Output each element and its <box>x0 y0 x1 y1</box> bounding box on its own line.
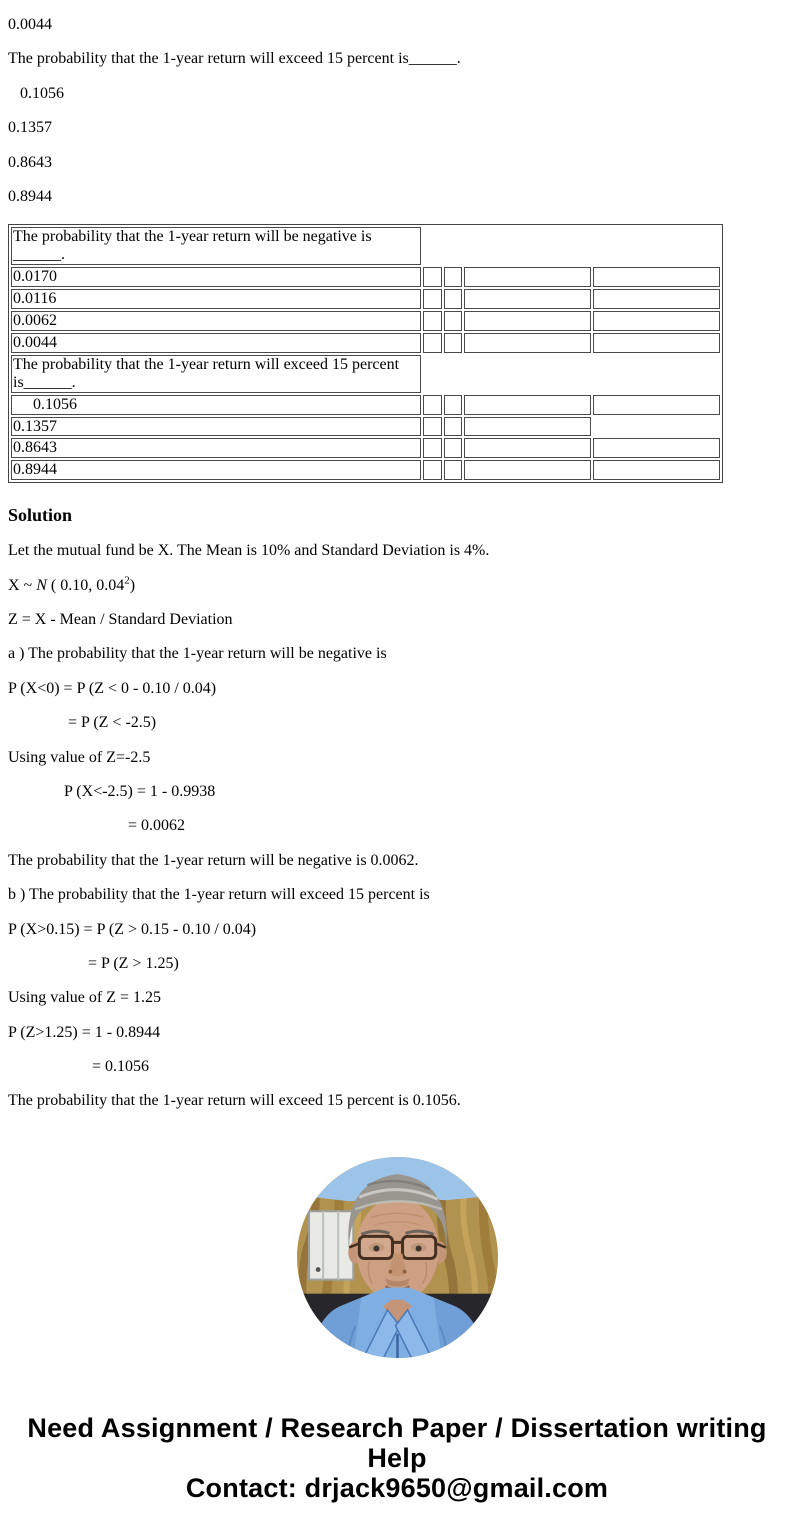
table-blank-small-cell-2 <box>444 333 461 353</box>
question-text: The probability that the 1-year return will exceed 15 percent is______. <box>8 50 461 68</box>
table-blank-wide-cell-1 <box>464 438 592 458</box>
formula-exponent: 2 <box>124 574 130 587</box>
solution-heading: Solution <box>8 505 73 526</box>
answer-option: 0.1056 <box>8 84 64 102</box>
options-table <box>8 224 723 483</box>
table-blank-small-cell-2 <box>444 395 461 415</box>
table-option-value-cell: 0.1357 <box>11 417 421 437</box>
table-option-row <box>11 438 720 458</box>
formula-middle: ( 0.10, 0.04 <box>46 576 125 594</box>
table-blank-small-cell-2 <box>444 289 461 309</box>
banner-help-text: Need Assignment / Research Paper / Dissertation writing Help <box>27 1412 767 1473</box>
top-section <box>8 16 786 206</box>
solution-intro: Let the mutual fund be X. The Mean is 10% and Standard Deviation is 4%. <box>8 542 490 560</box>
contact-banner <box>8 1413 786 1503</box>
table-blank-wide-cell-2 <box>593 311 720 331</box>
table-blank-wide-cell-2 <box>593 438 720 458</box>
solution-step: b ) The probability that the 1-year return will exceed 15 percent is <box>8 886 430 904</box>
solution-step: P (X>0.15) = P (Z > 0.15 - 0.10 / 0.04) <box>8 920 257 938</box>
table-blank-wide-cell-1 <box>464 395 592 415</box>
solution-step: = P (Z > 1.25) <box>8 954 179 972</box>
tutor-photo-wrap <box>8 1157 786 1363</box>
table-blank-small-cell-1 <box>423 460 442 480</box>
formula-suffix: ) <box>129 576 136 594</box>
table-blank-small-cell-1 <box>423 438 442 458</box>
distribution-formula <box>8 574 786 595</box>
solution-step: = 0.0062 <box>8 817 186 835</box>
table-blank-small-cell-2 <box>444 267 461 287</box>
solution-step: = 0.1056 <box>8 1058 150 1076</box>
table-blank-wide-cell-1 <box>464 333 592 353</box>
table-option-value-cell: 0.8643 <box>11 438 421 458</box>
solution-step: The probability that the 1-year return will be negative is 0.0062. <box>8 851 419 869</box>
table-blank-small-cell-2 <box>444 460 461 480</box>
answer-option: 0.1357 <box>8 119 52 137</box>
table-option-row <box>11 417 720 437</box>
answer-option: 0.0044 <box>8 16 52 33</box>
table-question-cell: The probability that the 1-year return will exceed 15 percent is______. <box>11 355 421 393</box>
table-blank-wide-cell-2 <box>593 289 720 309</box>
table-option-value-cell: 0.0116 <box>11 289 421 309</box>
table-blank-small-cell-1 <box>423 395 442 415</box>
solution-step: a ) The probability that the 1-year return will be negative is <box>8 645 387 663</box>
banner-contact-email: Contact: drjack9650@gmail.com <box>185 1472 609 1503</box>
table-option-value-cell: 0.0044 <box>11 333 421 353</box>
table-blank-small-cell-2 <box>444 417 461 437</box>
solution-step: Using value of Z=-2.5 <box>8 748 151 766</box>
solution-step: The probability that the 1-year return will exceed 15 percent is 0.1056. <box>8 1092 461 1110</box>
table-blank-wide-cell-1 <box>464 289 592 309</box>
table-blank-wide-cell-2 <box>593 333 720 353</box>
table-option-row <box>11 460 720 480</box>
solution-step: = P (Z < -2.5) <box>8 714 157 732</box>
normal-distribution-symbol: N <box>36 576 47 594</box>
table-option-value-cell: 0.8944 <box>11 460 421 480</box>
table-blank-small-cell-2 <box>444 438 461 458</box>
solution-step: P (X<-2.5) = 1 - 0.9938 <box>8 782 216 800</box>
table-option-value-cell: 0.1056 <box>11 395 421 415</box>
table-question-cell: The probability that the 1-year return will be negative is ______. <box>11 227 421 265</box>
table-blank-wide-cell-2 <box>593 267 720 287</box>
solution-steps <box>8 611 786 1111</box>
table-blank-small-cell-1 <box>423 289 442 309</box>
table-blank-wide-cell-2 <box>593 395 720 415</box>
answer-option: 0.8944 <box>8 187 52 205</box>
answer-options-list <box>8 85 786 207</box>
table-blank-small-cell-1 <box>423 333 442 353</box>
tutor-photo <box>297 1157 498 1358</box>
solution-step: Z = X - Mean / Standard Deviation <box>8 611 233 628</box>
table-option-row <box>11 289 720 309</box>
table-option-value-cell: 0.0170 <box>11 267 421 287</box>
table-blank-small-cell-1 <box>423 267 442 287</box>
table-option-row <box>11 311 720 331</box>
table-option-value-cell: 0.0062 <box>11 311 421 331</box>
table-blank-wide-cell-2 <box>593 460 720 480</box>
table-blank-wide-cell-1 <box>464 417 592 437</box>
table-option-row <box>11 333 720 353</box>
table-blank-small-cell-2 <box>444 311 461 331</box>
solution-step: P (Z>1.25) = 1 - 0.8944 <box>8 1023 161 1041</box>
solution-step: P (X<0) = P (Z < 0 - 0.10 / 0.04) <box>8 679 217 697</box>
table-option-row <box>11 395 720 415</box>
options-table-body <box>11 227 720 480</box>
formula-prefix: X ~ <box>8 576 37 594</box>
table-blank-wide-cell-1 <box>464 460 592 480</box>
table-blank-small-cell-1 <box>423 311 442 331</box>
table-option-row <box>11 267 720 287</box>
answer-option: 0.8643 <box>8 153 52 171</box>
solution-section <box>8 505 786 1111</box>
solution-step: Using value of Z = 1.25 <box>8 989 161 1007</box>
table-blank-wide-cell-1 <box>464 267 592 287</box>
table-question-row <box>11 355 720 393</box>
table-blank-small-cell-1 <box>423 417 442 437</box>
table-blank-wide-cell-1 <box>464 311 592 331</box>
table-question-row <box>11 227 720 265</box>
